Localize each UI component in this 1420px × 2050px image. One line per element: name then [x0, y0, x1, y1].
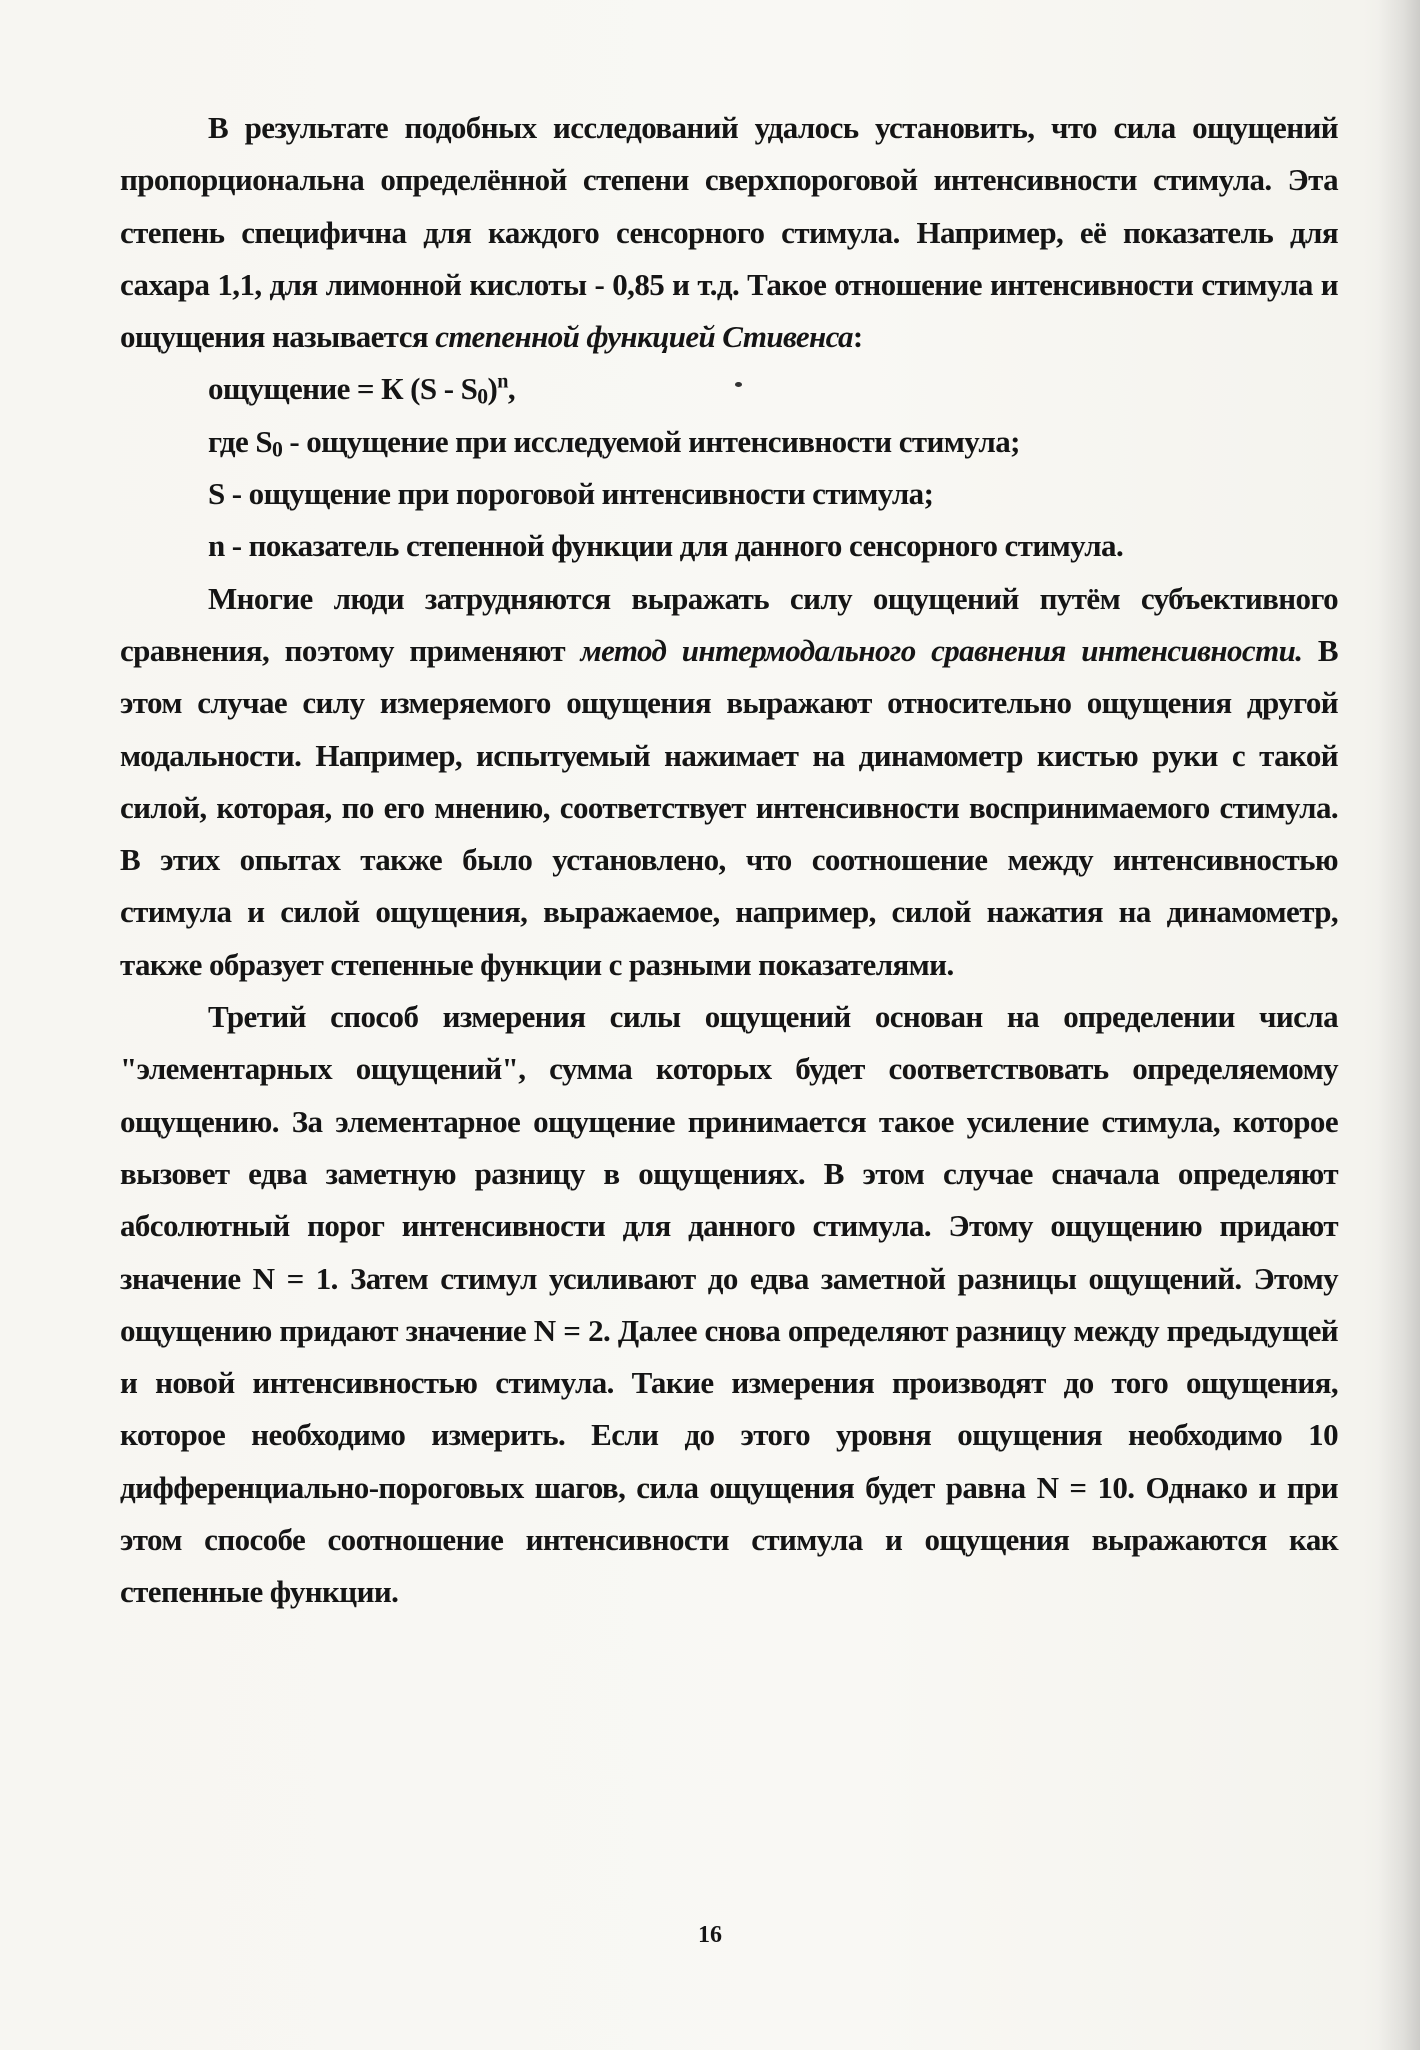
paragraph-elementary-sensations: Третий способ измерения силы ощущений основан на определении числа "элементарных ощущений", сумма которых будет соответствовать определяемому ощущению. За элементарное ощущение принимается такое усиление стимула, которое вызовет едва заметную разницу в ощущениях. В этом случае сначала определяют абсолютный порог интенсивности для данного стимула. Этому ощущению придают значение N = 1. Затем стимул усиливают до едва заметной разницы ощущений. Этому ощущению придают значение N = 2. Далее снова определяют разницу между предыдущей и новой интенсивностью стимула. Такие измерения производят до того ощущения, которое необходимо измерить. Если до этого уровня ощущения необходимо 10 дифференциально-пороговых шагов, сила ощущения будет равна N = 10. Однако и при этом способе соотношение интенсивности стимула и ощущения выражаются как степенные функции.: [120, 999, 1338, 1610]
paragraph-intermodal-method: [120, 573, 1338, 991]
formula-line: [120, 363, 1338, 415]
definition-s0-text: - ощущение при исследуемой интенсивности стимула;: [282, 423, 1020, 459]
paragraph-stevens-law: [120, 102, 1338, 363]
formula-exponent: n: [497, 371, 508, 394]
paragraph-2-text-end: В этом случае силу измеряемого ощущения выражают относительно ощущения другой модальности. Например, испытуемый нажимает на динамометр кистью руки с такой силой, которая, по его мнению, соответствует интенсивности воспринимаемого стимула. В этих опытах также было установлено, что соотношение между интенсивностью стимула и силой ощущения, выражаемое, например, силой нажатия на динамометр, также образует степенные функции с разными показателями.: [120, 632, 1338, 982]
definition-s0-subscript: 0: [271, 437, 283, 462]
paragraph-2-text-start: Многие люди затрудняются выражать силу ощущений путём субъективного сравнения, поэтому применяют: [120, 580, 1338, 668]
definition-n: n - показатель степенной функции для данного сенсорного стимула.: [208, 528, 1124, 564]
definition-s: S - ощущение при пороговой интенсивности стимула;: [208, 476, 934, 512]
definition-s0-prefix: где S: [208, 423, 272, 459]
page-number: 16: [698, 1922, 722, 1948]
formula-subscript: 0: [477, 384, 488, 409]
scan-edge-shadow: [1378, 0, 1420, 2050]
paragraph-1-text-start: В результате подобных исследований удалось установить, что сила ощущений пропорциональна определённой степени сверхпороговой интенсивности стимула. Эта степень специфична для каждого сенсорного стимула. Например, её показатель для сахара 1,1, для лимонной кислоты - 0,85 и т.д. Такое отношение интенсивности стимула и ощущения называется: [120, 110, 1338, 355]
formula-suffix: ): [487, 371, 498, 407]
formula-prefix: ощущение = К (S - S: [208, 371, 478, 407]
paragraph-1-text-end: :: [852, 319, 863, 355]
definition-s0: [120, 416, 1338, 468]
formula-end: ,: [507, 371, 515, 407]
intermodal-method-term: метод интермодального сравнения интенсивности.: [580, 632, 1303, 668]
stevens-function-term: степенной функцией Стивенса: [435, 319, 853, 355]
page-body: [120, 102, 1338, 1619]
